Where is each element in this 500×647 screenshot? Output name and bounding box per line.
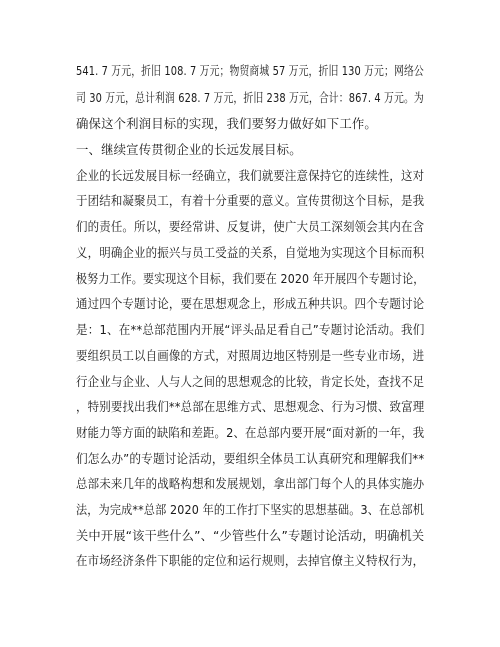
text-line: 通过四个专题讨论，要在思想观念上，形成五种共识。四个专题讨论	[76, 296, 425, 311]
text-line: 们的责任。所以，要经常讲、反复讲，使广大员工深刻领会其内在含	[76, 219, 425, 234]
text-line: 企业的长远发展目标一经确立，我们就要注意保持它的连续性，这对	[76, 168, 425, 183]
text-line: 极努力工作。要实现这个目标，我们要在 2020 年开展四个专题讨论，	[76, 271, 425, 286]
text-line: 们怎么办”的专题讨论活动，要组织全体员工认真研究和理解我们**	[76, 451, 425, 466]
text-line: 是：1、在**总部范围内开展“评头品足看自己”专题讨论活动。我们	[76, 322, 425, 337]
text-line: 行企业与企业、人与人之间的思想观念的比较，肯定长处，查找不足	[76, 374, 425, 389]
section-heading: 一、继续宣传贯彻企业的长远发展目标。	[76, 142, 302, 157]
text-line: 司 30 万元，总计利润 628. 7 万元，折旧 238 万元，合计：867. 4 万元。为	[76, 90, 424, 105]
text-line: 于团结和凝聚员工，有着十分重要的意义。宣传贯彻这个目标，是我	[76, 193, 425, 208]
text-line: 义，明确企业的振兴与员工受益的关系，自觉地为实现这个目标而积	[76, 245, 425, 260]
text-line: 要组织员工以自画像的方式，对照周边地区特别是一些专业市场，进	[76, 348, 425, 363]
text-line: 法，为完成**总部 2020 年的工作打下坚实的思想基础。3、在总部机	[76, 502, 425, 517]
text-line: 关中开展“该干些什么”、“少管些什么”专题讨论活动，明确机关	[76, 528, 425, 543]
text-line: 541. 7 万元，折旧 108. 7 万元；物贸商城 57 万元，折旧 130 万元；网络公	[76, 63, 424, 78]
text-line: 财能力等方面的缺陷和差距。2、在总部内要开展“面对新的一年，我	[76, 425, 425, 440]
text-line: 总部未来几年的战略构想和发展规划，拿出部门每个人的具体实施办	[76, 476, 425, 491]
text-line: 在市场经济条件下职能的定位和运行规则，去掉官僚主义特权行为，	[76, 553, 425, 568]
text-line: ，特别要找出我们**总部在思维方式、思想观念、行为习惯、致富理	[76, 399, 425, 414]
text-line: 确保这个利润目标的实现，我们要努力做好如下工作。	[76, 116, 377, 131]
